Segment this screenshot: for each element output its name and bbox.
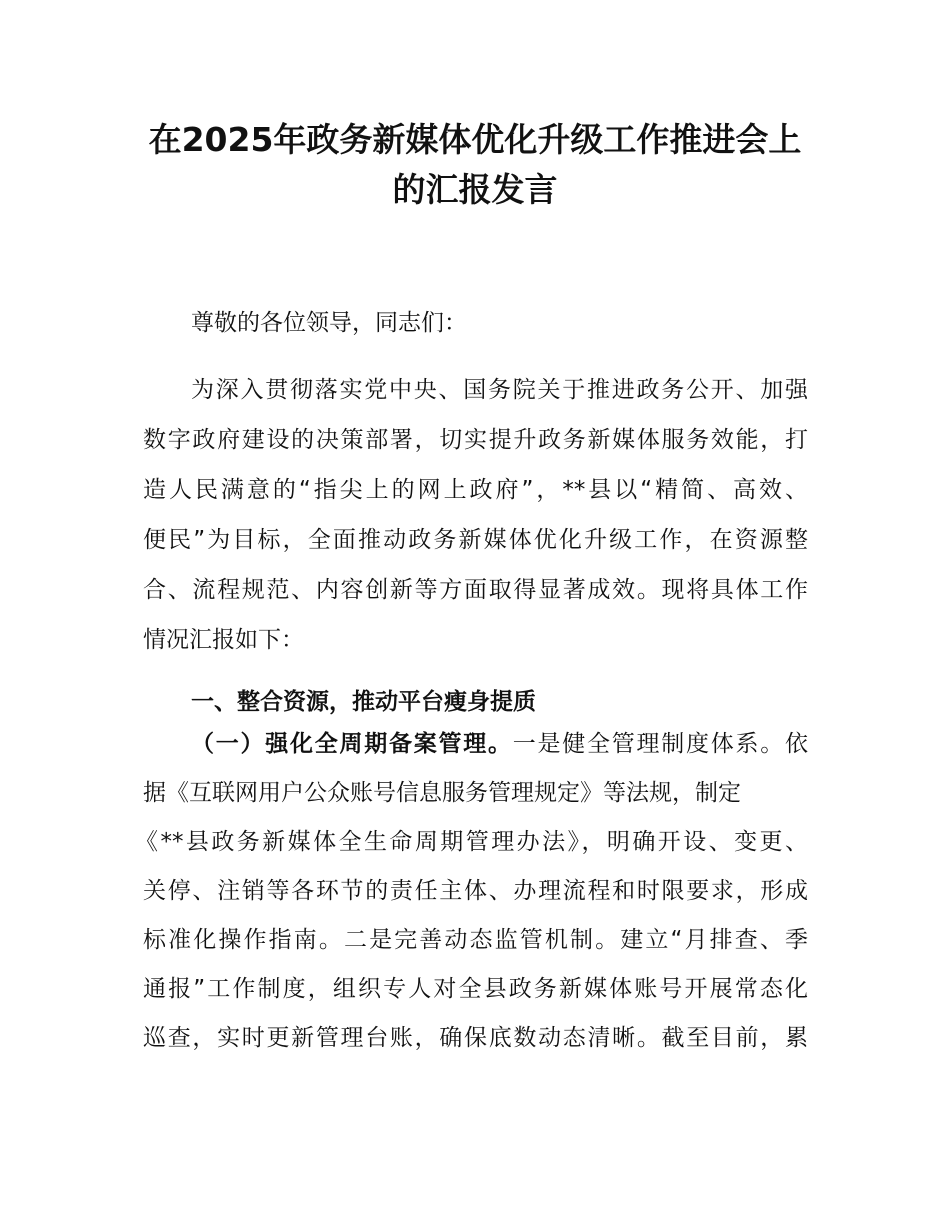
intro-line: 数字政府建设的决策部署，切实提升政务新媒体服务效能，打 [143,427,808,453]
body-line: 关停、注销等各环节的责任主体、办理流程和时限要求，形成 [143,878,808,904]
section-heading: 一、整合资源，推动平台瘦身提质 [191,689,536,715]
intro-line: 便民”为目标，全面推动政务新媒体优化升级工作，在资源整 [143,527,808,553]
document-title-line-1: 在2025年政务新媒体优化升级工作推进会上 [148,120,802,159]
body-line: 巡查，实时更新管理台账，确保底数动态清晰。截至目前，累 [143,1025,808,1051]
body-line: 据《互联网用户公众账号信息服务管理规定》等法规，制定 [143,780,741,806]
intro-line: 合、流程规范、内容创新等方面取得显著成效。现将具体工作 [143,577,808,603]
intro-line: 为深入贯彻落实党中央、国务院关于推进政务公开、加强 [191,377,808,403]
body-line: 标准化操作指南。二是完善动态监管机制。建立“月排查、季 [143,927,808,953]
greeting: 尊敬的各位领导，同志们： [191,310,467,336]
subsection-text: 一是健全管理制度体系。依 [512,731,808,757]
document-title-line-2: 的汇报发言 [392,170,558,209]
subsection-title: （一）强化全周期备案管理。 [191,731,513,757]
intro-line: 造人民满意的“指尖上的网上政府”，**县以“精简、高效、 [143,477,808,503]
body-line: 《**县政务新媒体全生命周期管理办法》，明确开设、变更、 [135,829,808,855]
body-line: 通报”工作制度，组织专人对全县政务新媒体账号开展常态化 [143,976,808,1002]
subsection-line [191,729,808,759]
intro-line: 情况汇报如下： [143,627,304,653]
